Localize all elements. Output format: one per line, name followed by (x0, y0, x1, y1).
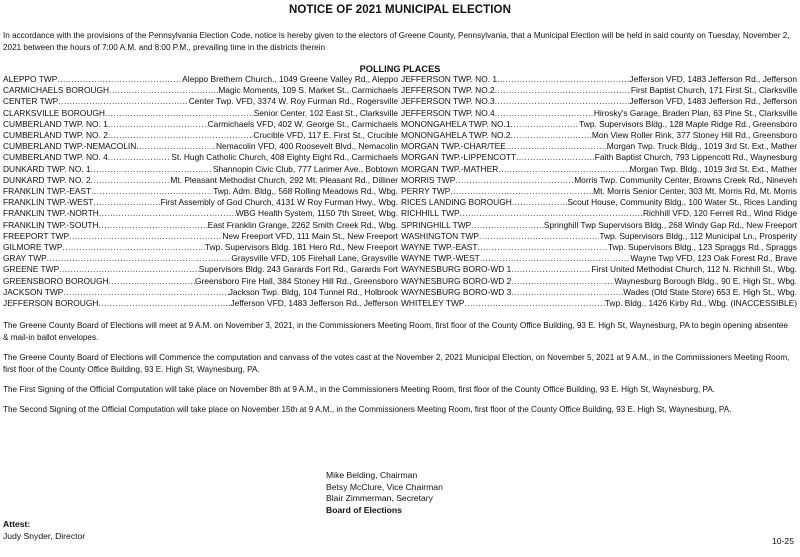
polling-location: Carmichaels VFD, 402 W. George St., Carmichaels (207, 118, 398, 129)
leader-dots (498, 164, 629, 175)
polling-place-row (401, 242, 797, 253)
district-name: MORGAN TWP.-MATHER (401, 163, 499, 174)
leader-dots (47, 253, 232, 264)
polling-location: Twp. Supervisors Bldg., 123 Spraggs Rd., Spraggs (607, 242, 797, 253)
district-name: ALEPPO TWP (3, 74, 58, 84)
polling-place-row (3, 242, 398, 253)
polling-location: Supervisors Bldg. 243 Garards Fort Rd., Garards Fort (198, 264, 398, 275)
polling-location: Mt. Pleasant Methodist Church, 292 Mt. Pleasant Rd., Dilliner (170, 174, 398, 185)
polling-location: Nemacolin VFD, 400 Roosevelt Blvd., Nemacolin (215, 141, 398, 152)
district-name: SPRINGHILL TWP (401, 219, 472, 230)
polling-place-row (401, 96, 797, 107)
polling-location: East Franklin Grange, 2262 Smith Creek Rd., Wbg. (207, 219, 398, 230)
polling-place-row (401, 108, 797, 119)
leader-dots (471, 220, 544, 231)
polling-place-row (401, 130, 797, 141)
leader-dots (91, 164, 213, 175)
leader-dots (511, 130, 592, 141)
polling-place-row (401, 253, 797, 264)
district-name: JEFFERSON BOROUGH (3, 298, 99, 309)
district-name: WAYNESBURG BORO-WD 2 (401, 275, 512, 286)
polling-location: Senior Center, 102 East St., Clarksville (253, 107, 398, 118)
polling-location: New Freeport VFD, 111 Main St., New Freeport (222, 230, 398, 241)
polling-location: Morgan Twp. Truck Bldg., 1019 3rd St. Ext., Mather (606, 141, 797, 152)
polling-location: First Assembly of God Church, 4131 W Roy Furman Hwy., Wbg. (160, 197, 398, 208)
polling-location: First Baptist Church, 171 First St., Clarksville (630, 85, 797, 96)
polling-location: Jefferson VFD, 1483 Jefferson Rd., Jefferson (629, 96, 797, 107)
polling-location: Mt. Morris Senior Center, 303 Mt. Morris Rd, Mt. Morris (593, 186, 797, 197)
polling-place-row (3, 264, 398, 275)
polling-place-row (3, 130, 398, 141)
secretary-name: Blair Zimmerman, Secretary (326, 493, 433, 504)
polling-location: Aleppo Brethern Church., 1049 Greene Valley Rd., Aleppo (182, 74, 398, 84)
leader-dots (516, 152, 595, 163)
polling-place-row (401, 220, 797, 231)
leader-dots (69, 231, 222, 242)
district-name: CUMBERLAND TWP. NO. 2 (3, 130, 108, 141)
polling-location: Jefferson VFD, 1483 Jefferson Rd., Jefferson (629, 74, 797, 84)
leader-dots (460, 208, 643, 219)
leader-dots (62, 242, 204, 253)
polling-location: Scout House, Community Bldg., 100 Water St., Rices Landing (567, 197, 797, 208)
polling-location: Springhill Twp Supervisors Bldg., 268 Windy Gap Rd., New Freeport (543, 219, 797, 230)
polling-place-row (401, 287, 797, 298)
polling-location: Twp. Supervisors Bldg., 128 Maple Ridge Rd., Greensboro (579, 118, 797, 129)
polling-location: Hirosky's Garage, Braden Plan, 63 Pine St., Clarksville (593, 107, 797, 118)
leader-dots (511, 119, 580, 130)
leader-dots (91, 186, 213, 197)
district-name: FRANKLIN TWP.-EAST (3, 186, 92, 197)
polling-location: St. Hugh Catholic Church, 408 Eighty Eight Rd., Carmichaels (171, 152, 398, 163)
leader-dots (63, 287, 228, 298)
polling-place-row (3, 231, 398, 242)
polling-place-row (3, 152, 398, 163)
polling-location: Waynesburg Borough Bldg., 90 E. High St., Wbg. (614, 275, 797, 286)
district-name: MONONGAHELA TWP. NO.2 (401, 130, 511, 141)
leader-dots (108, 119, 208, 130)
polling-place-row (401, 231, 797, 242)
polling-place-row (401, 208, 797, 219)
leader-dots (109, 85, 218, 96)
canvass-paragraph: The Greene County Board of Elections will Commence the computation and canvass of the votes cast at the November 2, 2021 Municipal Election, on November 5, 2021 at 9 A.M., in the Commissioners Meeting Room, first floor of the County Office Building, 93 E. High St, Waynesburg, PA. (3, 352, 790, 375)
district-name: WAYNESBURG BORO-WD 1 (401, 264, 512, 275)
leader-dots (136, 141, 216, 152)
vice-chairman-name: Betsy McClure, Vice Chairman (326, 481, 443, 492)
polling-location: Twp. Supervisors Bldg. 181 Hero Rd., New Freeport (204, 242, 398, 253)
leader-dots (58, 96, 188, 107)
publication-code: 10-25 (772, 536, 794, 546)
polling-place-row (3, 119, 398, 130)
district-name: CUMBERLAND TWP.-NEMACOLIN (3, 141, 137, 152)
district-name: JEFFERSON TWP. NO.3 (401, 96, 495, 107)
leader-dots (450, 186, 593, 197)
polling-place-row (401, 164, 797, 175)
district-name: RICES LANDING BOROUGH (401, 197, 512, 208)
leader-dots (512, 197, 568, 208)
district-name: FRANKLIN TWP.-WEST (3, 197, 94, 208)
board-name: Board of Elections (326, 504, 402, 515)
polling-place-row (401, 119, 797, 130)
district-name: MORGAN TWP.-CHAR/TEE (401, 141, 506, 152)
polling-place-row (3, 108, 398, 119)
polling-place-row (3, 253, 398, 264)
polling-location: WBG Health System, 1150 7th Street, Wbg. (235, 208, 398, 219)
leader-dots (109, 276, 195, 287)
leader-dots (57, 74, 182, 85)
district-name: WAYNESBURG BORO-WD 3 (401, 286, 512, 297)
polling-place-row (401, 74, 797, 85)
leader-dots (464, 298, 604, 309)
district-name: FREEPORT TWP (3, 230, 70, 241)
leader-dots (455, 175, 574, 186)
district-name: FRANKLIN TWP.-NORTH (3, 208, 99, 219)
polling-place-row (3, 276, 398, 287)
polling-places-heading: POLLING PLACES (359, 64, 441, 74)
polling-location: Morgan Twp. Bldg., 1019 3rd St. Ext., Mather (629, 163, 797, 174)
leader-dots (511, 287, 623, 298)
polling-place-row (3, 208, 398, 219)
polling-location: Mon View Roller Rink, 377 Stoney Hill Rd., Greensboro (591, 130, 797, 141)
polling-location: Twp. Supervisors Bldg., 112 Municipal Ln., Prosperity (599, 230, 797, 241)
polling-location: Jefferson VFD, 1483 Jefferson Rd., Jefferson (230, 298, 398, 309)
polling-location: Greensboro Fire Hall, 384 Stoney Hill Rd., Greensboro (195, 275, 398, 286)
polling-place-row (3, 141, 398, 152)
district-name: GREENE TWP (3, 264, 60, 275)
first-signing-paragraph: The First Signing of the Official Computation will take place on November 8th at 9 A.M., in the Commissioners Meeting Room, first floor of the County Office Building, 93 E. High St, Waynesburg, PA. (3, 384, 716, 395)
district-name: WHITELEY TWP (401, 298, 465, 309)
polling-place-row (401, 175, 797, 186)
leader-dots (91, 175, 171, 186)
signature-block (326, 470, 443, 516)
polling-place-row (401, 264, 797, 275)
polling-place-row (3, 164, 398, 175)
polling-place-row (3, 186, 398, 197)
leader-dots (480, 253, 631, 264)
director-name: Judy Snyder, Director (3, 530, 86, 541)
district-name: CARMICHAELS BOROUGH (3, 85, 110, 96)
polling-place-row (3, 85, 398, 96)
polling-location: Twp. Adm. Bldg., 568 Rolling Meadows Rd., Wbg. (213, 186, 398, 197)
polling-place-row (3, 287, 398, 298)
polling-places-left-column (3, 74, 398, 309)
leader-dots (59, 264, 199, 275)
leader-dots (506, 141, 607, 152)
polling-place-row (401, 197, 797, 208)
district-name: JEFFERSON TWP. NO. 1 (401, 74, 498, 84)
polling-location: Center Twp. VFD, 3374 W. Roy Furman Rd., Rogersville (188, 96, 398, 107)
chairman-name: Mike Belding, Chairman (326, 470, 418, 480)
leader-dots (511, 276, 614, 287)
polling-place-row (401, 276, 797, 287)
district-name: MONONGAHELA TWP. NO.1 (401, 118, 511, 129)
polling-location: Twp. Bldg., 1426 Kirby Rd., Wbg. (INACCESSIBLE) (604, 298, 797, 309)
polling-place-row (3, 197, 398, 208)
polling-place-row (3, 175, 398, 186)
polling-location: Faith Baptist Church, 793 Lippencott Rd., Waynesburg (594, 152, 797, 163)
district-name: CUMBERLAND TWP. NO. 4 (3, 152, 108, 163)
polling-place-row (401, 298, 797, 309)
absentee-meeting-paragraph: The Greene County Board of Elections will meet at 9 A.M. on November 3, 2021, in the Commissioners Meeting Room, first floor of the County Office Building, 93 E. High St, Waynesburg, PA to begin opening absentee & mail-in ballot envelopes. (3, 320, 788, 343)
attest-block (3, 519, 85, 542)
leader-dots (108, 152, 171, 163)
polling-location: Morris Twp. Community Center, Browns Creek Rd., Nineveh (574, 174, 797, 185)
leader-dots (511, 264, 591, 275)
polling-places-columns (3, 74, 797, 309)
polling-places-right-column (401, 74, 797, 309)
district-name: JEFFERSON TWP. NO.2 (401, 85, 495, 96)
polling-location: Graysville VFD, 105 Firehall Lane, Graysville (231, 253, 398, 264)
leader-dots (477, 242, 608, 253)
polling-place-row (3, 298, 398, 309)
district-name: WAYNE TWP.-WEST (401, 253, 480, 264)
leader-dots (497, 74, 629, 85)
polling-location: Magic Moments, 109 S. Market St., Carmichaels (218, 85, 398, 96)
district-name: GILMORE TWP (3, 242, 63, 253)
polling-location: First United Methodist Church, 112 N. Richhill St., Wbg. (591, 264, 797, 275)
polling-location: Richhill VFD, 120 Ferrell Rd., Wind Ridge (642, 208, 797, 219)
district-name: GREENSBORO BOROUGH (3, 275, 109, 286)
district-name: CENTER TWP (3, 96, 59, 107)
district-name: GRAY TWP (3, 253, 47, 264)
district-name: MORRIS TWP (401, 174, 456, 185)
district-name: CLARKSVILLE BOROUGH (3, 107, 105, 118)
second-signing-paragraph: The Second Signing of the Official Computation will take place on November 15th at 9 A.M., in the Commissioners Meeting Room, first floor of the County Office Building, 93 E. High St, Waynesburg, PA. (3, 404, 732, 415)
district-name: JEFFERSON TWP. NO.4 (401, 107, 495, 118)
leader-dots (99, 208, 236, 219)
leader-dots (98, 298, 230, 309)
attest-label: Attest: (3, 519, 31, 529)
notice-title: NOTICE OF 2021 MUNICIPAL ELECTION (288, 4, 512, 16)
polling-location: Crucible VFD, 117 E. First St., Crucible (253, 130, 398, 141)
district-name: FRANKLIN TWP.-SOUTH (3, 219, 99, 230)
polling-place-row (401, 85, 797, 96)
leader-dots (495, 96, 630, 107)
district-name: MORGAN TWP.-LIPPENCOTT (401, 152, 517, 163)
district-name: CUMBERLAND TWP. NO. 1 (3, 118, 108, 129)
polling-place-row (3, 220, 398, 231)
leader-dots (108, 130, 254, 141)
district-name: JACKSON TWP (3, 286, 64, 297)
polling-location: Shannopin Civic Club, 777 Larimer Ave., Bobtown (212, 163, 398, 174)
district-name: DUNKARD TWP. NO. 2 (3, 174, 91, 185)
polling-location: Wayne Twp VFD, 123 Oak Forest Rd., Brave (630, 253, 797, 264)
leader-dots (93, 197, 160, 208)
leader-dots (99, 220, 208, 231)
district-name: WASHINGTON TWP (401, 230, 480, 241)
leader-dots (495, 85, 631, 96)
district-name: RICHHILL TWP (401, 208, 460, 219)
leader-dots (105, 108, 254, 119)
district-name: WAYNE TWP.-EAST (401, 242, 478, 253)
district-name: DUNKARD TWP. NO. 1 (3, 163, 91, 174)
polling-place-row (3, 74, 398, 85)
polling-place-row (3, 96, 398, 107)
district-name: PERRY TWP (401, 186, 451, 197)
leader-dots (495, 108, 594, 119)
polling-location: Wades (Old State Store) 653 E. High St., Wbg. (623, 286, 797, 297)
intro-paragraph: In accordance with the provisions of the Pennsylvania Election Code, notice is hereby given to the electors of Greene County, Pennsylvania, that a Municipal Election will be held in said county on Tuesday, November 2, 2021 between the hours of 7:00 A.M. and 8:00 P.M., prevailing time in the districts therein (3, 30, 790, 52)
polling-place-row (401, 141, 797, 152)
polling-place-row (401, 152, 797, 163)
leader-dots (479, 231, 599, 242)
polling-place-row (401, 186, 797, 197)
polling-location: Jackson Twp. Bldg, 104 Tunnel Rd., Holbrook (228, 286, 398, 297)
